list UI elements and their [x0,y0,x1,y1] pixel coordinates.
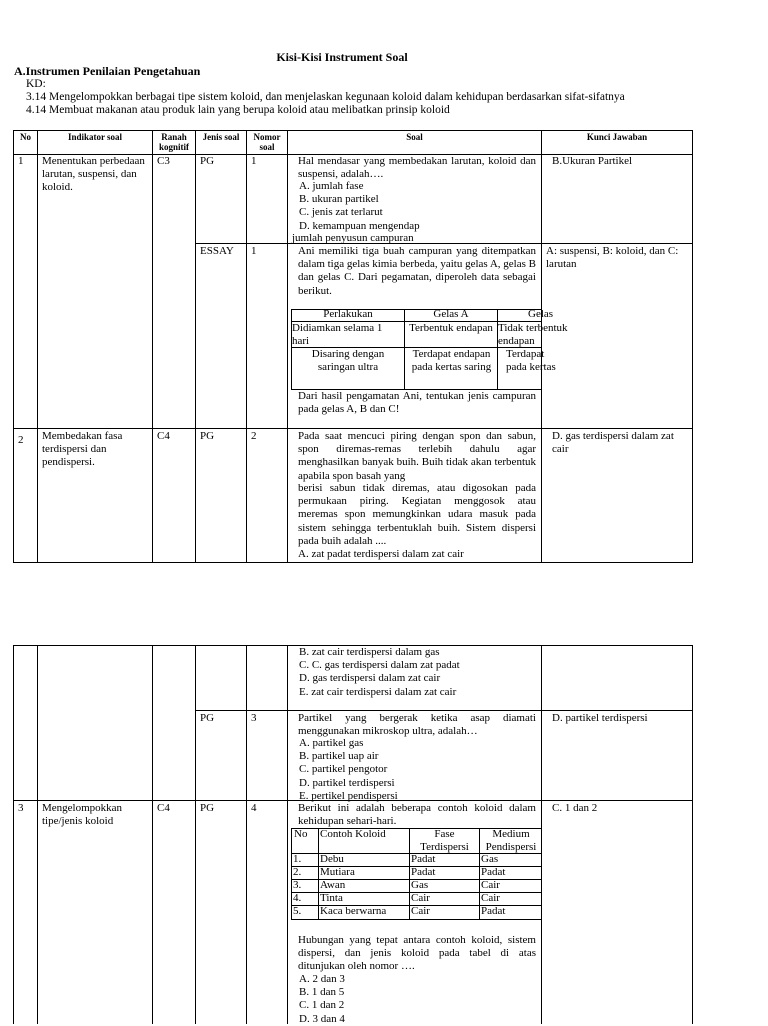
koloid-head-fase: Fase Terdispersi [420,828,469,854]
koloid-head-contoh: Contoh Koloid [320,828,386,840]
q3-option-d: D. partikel terdispersi [299,776,395,789]
koloid-r3-no: 3. [293,879,302,891]
header-kunci: Kunci Jawaban [586,132,648,142]
koloid-r3-fase: Gas [411,879,429,891]
row2-jenis: PG [200,430,215,442]
kd-label: KD: [26,78,46,90]
koloid-r2-medium: Padat [481,866,506,878]
q2-stem: Ani memiliki tiga buah campuran yang ditempatkan dalam tiga gelas kimia berbeda, yaitu gelas A, gelas B dan gelas C. Dari pegamatan, diperoleh data sebagai berikut. [298,245,536,297]
row1-indikator: Menentukan perbedaan larutan, suspensi, dan koloid. [42,155,145,194]
row3-jenis: PG [200,802,215,814]
document-title: Kisi-Kisi Instrument Soal [276,50,408,64]
q2-nomor: 1 [251,245,257,257]
koloid-r2-contoh: Mutiara [320,866,355,878]
row3-option-c: C. 1 dan 2 [299,999,345,1012]
koloid-r4-medium: Cair [481,892,500,904]
koloid-r1-medium: Gas [481,853,499,865]
row3-no: 3 [18,802,24,814]
row3-kunci: C. 1 dan 2 [552,802,598,814]
q3-option-c: C. partikel pengotor [299,763,388,776]
koloid-r1-fase: Padat [411,853,436,865]
row2-ranah: C4 [157,430,170,442]
koloid-r5-fase: Cair [411,905,430,917]
q2-kunci: A: suspensi, B: koloid, dan C: larutan [546,245,679,271]
essay-head-gelas: Gelas [528,308,554,320]
q1-tail: jumlah penyusun campuran [292,232,414,244]
row3-indikator: Mengelompokkan tipe/jenis koloid [42,802,123,828]
row3-option-b: B. 1 dan 5 [299,986,345,999]
section-heading: A.Instrumen Penilaian Pengetahuan [14,64,201,78]
row1-no: 1 [18,155,24,167]
row2-option-d: D. gas terdispersi dalam zat cair [299,672,441,685]
q3-nomor: 3 [251,712,257,724]
row2-option-a: A. zat padat terdispersi dalam zat cair [298,548,464,560]
header-ranah: Ranah kognitif [158,132,189,153]
header-indikator: Indikator soal [67,132,123,142]
q3-stem: Partikel yang bergerak ketika asap diamati menggunakan mikroskop ultra, adalah… [298,712,536,738]
kd-item-2: 4.14 Membuat makanan atau produk lain yang berupa koloid atau melibatkan prinsip koloid [26,104,450,116]
koloid-r4-fase: Cair [411,892,430,904]
koloid-r4-contoh: Tinta [320,892,343,904]
q1-option-b: B. ukuran partikel [299,193,379,206]
row3-stem: Berikut ini adalah beberapa contoh koloid dalam kehidupan sehari-hari. [298,802,536,828]
row2-stem-b: berisi sabun tidak diremas, atau digosokan pada permukaan piring. Kegiatan menggosok atau meremas spon memungkinkan udara masuk pada sistem sehingga terbentuklah buih. Sistem dispersi pada buih adalah .... [298,482,536,547]
q1-kunci: B.Ukuran Partikel [552,155,633,167]
kd-item-1: 3.14 Mengelompokkan berbagai tipe sistem koloid, dan menjelaskan kegunaan koloid dalam kehidupan berdasarkan sifat-sifatnya [26,91,625,103]
q3-option-e: E. pertikel pendispersi [299,789,398,802]
row3-options [297,973,497,1026]
row2-nomor: 2 [251,430,257,442]
koloid-r1-contoh: Debu [320,853,344,865]
q3-jenis: PG [200,712,215,724]
q1-nomor: 1 [251,155,257,167]
koloid-r2-no: 2. [293,866,302,878]
essay-head-gelas-a: Gelas A [433,308,469,320]
q3-options [297,737,535,803]
essay-r2-gelas: Terdapat pada kertas [506,348,556,374]
header-soal: Soal [406,132,423,142]
row2-stem-a: Pada saat mencuci piring dengan spon dan sabun, spon diremas-remas terlebih dahulu agar menghasilkan banyak buih. Buih tidak akan terbentuk apabila spon basah yang [298,430,536,482]
koloid-r5-contoh: Kaca berwarna [320,905,387,917]
q1-jenis: PG [200,155,215,167]
row3-ranah: C4 [157,802,170,814]
koloid-head-medium: Medium Pendispersi [485,828,537,854]
essay-r1-perlakuan: Didiamkan selama 1 hari [292,322,383,348]
q1-option-c: C. jenis zat terlarut [299,206,383,219]
q1-option-a: A. jumlah fase [299,180,364,192]
koloid-r5-medium: Padat [481,905,506,917]
koloid-r3-contoh: Awan [320,879,346,891]
essay-r2-gelas-a: Terdapat endapan pada kertas saring [411,348,492,374]
q1-options [297,180,535,233]
koloid-head-no: No [294,828,308,840]
row3-nomor: 4 [251,802,257,814]
essay-head-perlakuan: Perlakukan [323,308,373,320]
header-no: No [20,132,31,142]
row2-cont-options [297,646,537,699]
row3-option-d: D. 3 dan 4 [299,1012,345,1025]
koloid-r1-no: 1. [293,853,302,865]
row2-kunci: D. gas terdispersi dalam zat cair [552,430,674,456]
q1-stem: Hal mendasar yang membedakan larutan, koloid dan suspensi, adalah…. [298,155,536,181]
koloid-r3-medium: Cair [481,879,500,891]
koloid-r4-no: 4. [293,892,302,904]
essay-r1-gelas: Tidak terbentuk endapan [498,322,568,348]
q3-option-b: B. partikel uap air [299,750,379,763]
q3-option-a: A. partikel gas [299,737,364,749]
q3-kunci: D. partikel terdispersi [552,712,648,724]
koloid-r5-no: 5. [293,905,302,917]
header-nomor: Nomor soal [253,132,281,153]
essay-r2-perlakuan: Disaring dengan saringan ultra [311,348,385,374]
row2-indikator: Membedakan fasa terdispersi dan pendispersi. [42,430,123,469]
row1-ranah: C3 [157,155,170,167]
q2-jenis: ESSAY [200,245,234,257]
q1-option-d: D. kemampuan mengendap [299,219,420,232]
row3-option-a: A. 2 dan 3 [299,973,345,985]
row2-no: 2 [18,434,24,446]
essay-r1-gelas-a: Terbentuk endapan [409,322,493,334]
header-jenis: Jenis soal [202,132,240,142]
row3-after: Hubungan yang tepat antara contoh koloid, sistem dispersi, dan jenis koloid pada tabel di atas ditunjukan oleh nomor …. [298,934,536,973]
q2-after: Dari hasil pengamatan Ani, tentukan jenis campuran pada gelas A, B dan C! [298,390,536,416]
row2-option-e: E. zat cair terdispersi dalam zat cair [299,685,457,698]
row2-option-c: C. C. gas terdispersi dalam zat padat [299,659,460,672]
koloid-r2-fase: Padat [411,866,436,878]
row2-option-b: B. zat cair terdispersi dalam gas [299,646,440,658]
